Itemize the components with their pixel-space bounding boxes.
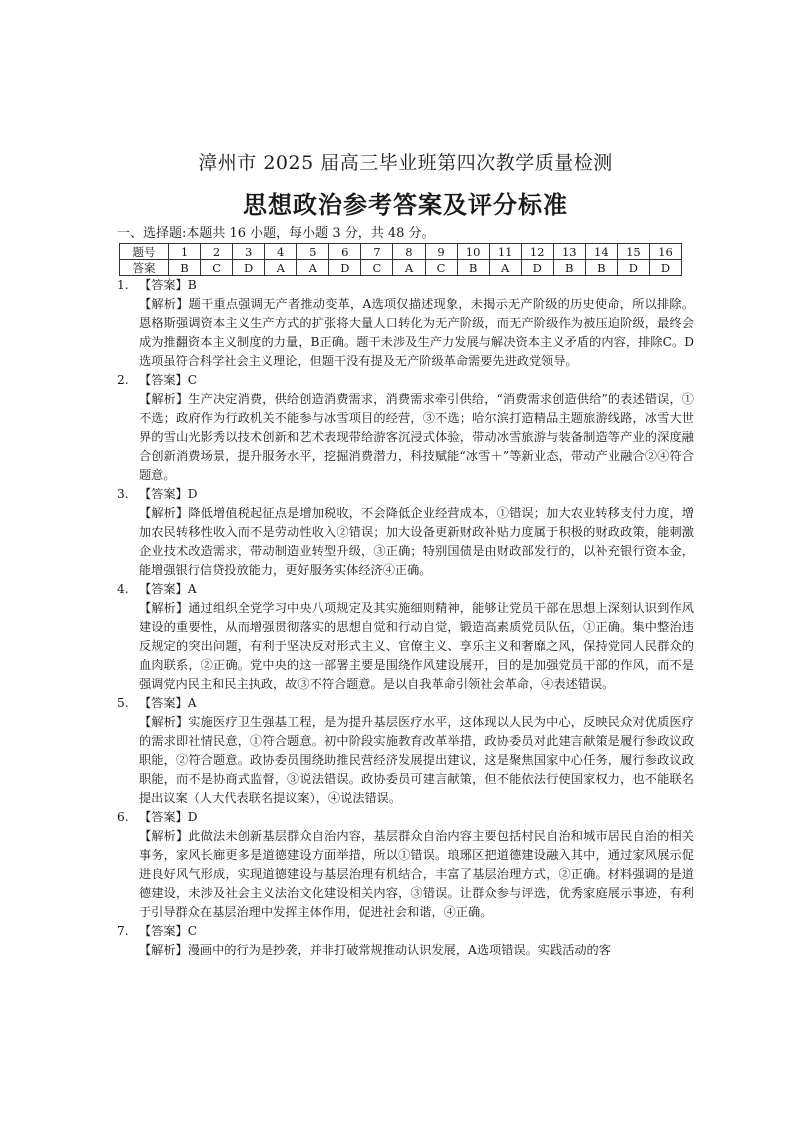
question-answer: 【答案】D: [139, 810, 198, 824]
question-number: 6.: [117, 810, 129, 824]
question-item: [117, 694, 694, 808]
question-answer-line: [117, 485, 694, 504]
question-item: [117, 371, 694, 485]
answer-cell: B: [553, 260, 585, 276]
question-number: 5.: [117, 696, 129, 710]
answer-cell: A: [393, 260, 425, 276]
question-number-cell: 16: [649, 244, 681, 260]
answer-cell: C: [201, 260, 233, 276]
question-explanation: 【解析】漫画中的行为是抄袭，并非打破常规推动认识发展，A选项错误。实践活动的客: [139, 943, 611, 957]
question-number: 2.: [117, 373, 129, 387]
question-explanation: 【解析】实施医疗卫生强基工程，是为提升基层医疗水平，这体现以人民为中心，反映民众对优质医疗的需求即社情民意，①符合题意。初中阶段实施教育改革举措，政协委员对此建言献策是履行参政议政职能，②符合题意。政协委员围绕助推民营经济发展提出建议，这是聚焦国家中心任务，履行参政议政职能，而不是协商式监督，③说法错误。政协委员可建言献策，但不能依法行使国家权力，也不能联名提出议案（人大代表联名提议案），④说法错误。: [139, 715, 694, 805]
question-explanation: 【解析】降低增值税起征点是增加税收，不会降低企业经营成本，①错误；加大农业转移支付力度，增加农民转移性收入而不是劳动性收入②错误；加大设备更新财政补贴力度属于积极的财政政策，能刺激企业技术改造需求，带动制造业转型升级，③正确；特别国债是由财政部发行的，以补充银行资本金，能增强银行信贷投放能力，更好服务实体经济④正确。: [139, 506, 694, 577]
question-number-row: [120, 244, 682, 260]
question-answer: 【答案】A: [139, 582, 197, 596]
answer-cell: B: [585, 260, 617, 276]
answer-table: [119, 243, 682, 276]
question-answer: 【答案】C: [139, 924, 198, 938]
question-number: 4.: [117, 582, 129, 596]
answer-cell: C: [425, 260, 457, 276]
answer-cell: D: [617, 260, 649, 276]
question-number-cell: 6: [329, 244, 361, 260]
question-answer-line: [117, 276, 694, 295]
question-explanation: 【解析】此做法未创新基层群众自治内容，基层群众自治内容主要包括村民自治和城市居民自治的相关事务，家风长廊更多是道德建设方面举措，所以①错误。琅琊区把道德建设融入其中，通过家风展示促进良好风气形成，实现道德建设与基层治理有机结合，丰富了基层治理方式，②正确。材料强调的是道德建设，未涉及社会主义法治文化建设相关内容，③错误。让群众参与评选，优秀家庭展示事迹，有利于引导群众在基层治理中发挥主体作用，促进社会和谐，④正确。: [139, 829, 694, 919]
answer-cell: B: [169, 260, 201, 276]
answer-cell: A: [297, 260, 329, 276]
question-number-cell: 1: [169, 244, 201, 260]
question-explanation: 【解析】生产决定消费，供给创造消费需求，消费需求牵引供给，“消费需求创造供给”的表述错误，①不选；政府作为行政机关不能参与冰雪项目的经营，③不选；哈尔滨打造精品主题旅游线路，冰雪大世界的雪山光影秀以技术创新和艺术表现带给游客沉浸式体验，带动冰雪旅游与装备制造等产业的深度融合创新消费场景，提升服务水平，挖掘消费潜力，科技赋能“冰雪＋”等新业态，带动产业融合②④符合题意。: [139, 392, 694, 482]
question-number-cell: 12: [521, 244, 553, 260]
question-answer: 【答案】C: [139, 373, 198, 387]
question-answer: 【答案】B: [139, 278, 197, 292]
question-number-cell: 15: [617, 244, 649, 260]
answer-cell: D: [649, 260, 681, 276]
question-item: [117, 276, 694, 371]
question-answer-line: [117, 694, 694, 713]
question-number: 7.: [117, 924, 129, 938]
question-number-cell: 9: [425, 244, 457, 260]
question-number-cell: 13: [553, 244, 585, 260]
answer-cell: D: [521, 260, 553, 276]
question-item: [117, 580, 694, 694]
question-item: [117, 808, 694, 922]
question-explanation: 【解析】通过组织全党学习中央八项规定及其实施细则精神，能够让党员干部在思想上深刻认识到作风建设的重要性，从而增强贯彻落实的思想自觉和行动自觉，锻造高素质党员队伍，①正确。集中整治违反规定的突出问题，有利于坚决反对形式主义、官僚主义、享乐主义和奢靡之风，保持党同人民群众的血肉联系，②正确。党中央的这一部署主要是围绕作风建设展开，目的是加强党员干部的作风，而不是强调党内民主和民主执政，故③不符合题意。是以自我革命引领社会革命，④表述错误。: [139, 601, 694, 691]
question-answer-line: [117, 808, 694, 827]
question-number-cell: 10: [457, 244, 489, 260]
row-label-question: 题号: [120, 244, 169, 260]
question-answer-line: [117, 371, 694, 390]
answer-cell: B: [457, 260, 489, 276]
question-answer-line: [117, 580, 694, 599]
question-number-cell: 3: [233, 244, 265, 260]
document-subtitle: 思想政治参考答案及评分标准: [243, 191, 568, 219]
question-number-cell: 8: [393, 244, 425, 260]
question-answer: 【答案】D: [139, 487, 198, 501]
question-number: 3.: [117, 487, 129, 501]
question-item: [117, 922, 694, 960]
section-heading: 一、选择题:本题共 16 小题，每小题 3 分，共 48 分。: [117, 226, 435, 241]
document-title: 漳州市 2025 届高三毕业班第四次教学质量检测: [198, 152, 613, 174]
answer-row: [120, 260, 682, 276]
answer-cell: D: [233, 260, 265, 276]
question-number-cell: 11: [489, 244, 521, 260]
answer-cell: D: [329, 260, 361, 276]
question-number-cell: 5: [297, 244, 329, 260]
answer-cell: A: [489, 260, 521, 276]
question-list: [117, 276, 694, 960]
question-number-cell: 2: [201, 244, 233, 260]
question-number-cell: 14: [585, 244, 617, 260]
answer-cell: A: [265, 260, 297, 276]
question-answer-line: [117, 922, 694, 941]
question-number-cell: 4: [265, 244, 297, 260]
question-number-cell: 7: [361, 244, 393, 260]
question-answer: 【答案】A: [139, 696, 197, 710]
row-label-answer: 答案: [120, 260, 169, 276]
answer-cell: C: [361, 260, 393, 276]
question-explanation: 【解析】题干重点强调无产者推动变革，A选项仅描述现象，未揭示无产阶级的历史使命，所以排除。恩格斯强调资本主义生产方式的扩张将大量人口转化为无产阶级，而无产阶级作为被压迫阶级，最终会成为推翻资本主义制度的力量，B正确。题干未涉及生产力发展与解决资本主义矛盾的内容，排除C。D选项虽符合科学社会主义理论，但题干没有提及无产阶级革命需要先进政党领导。: [139, 297, 694, 368]
question-number: 1.: [117, 278, 129, 292]
question-item: [117, 485, 694, 580]
